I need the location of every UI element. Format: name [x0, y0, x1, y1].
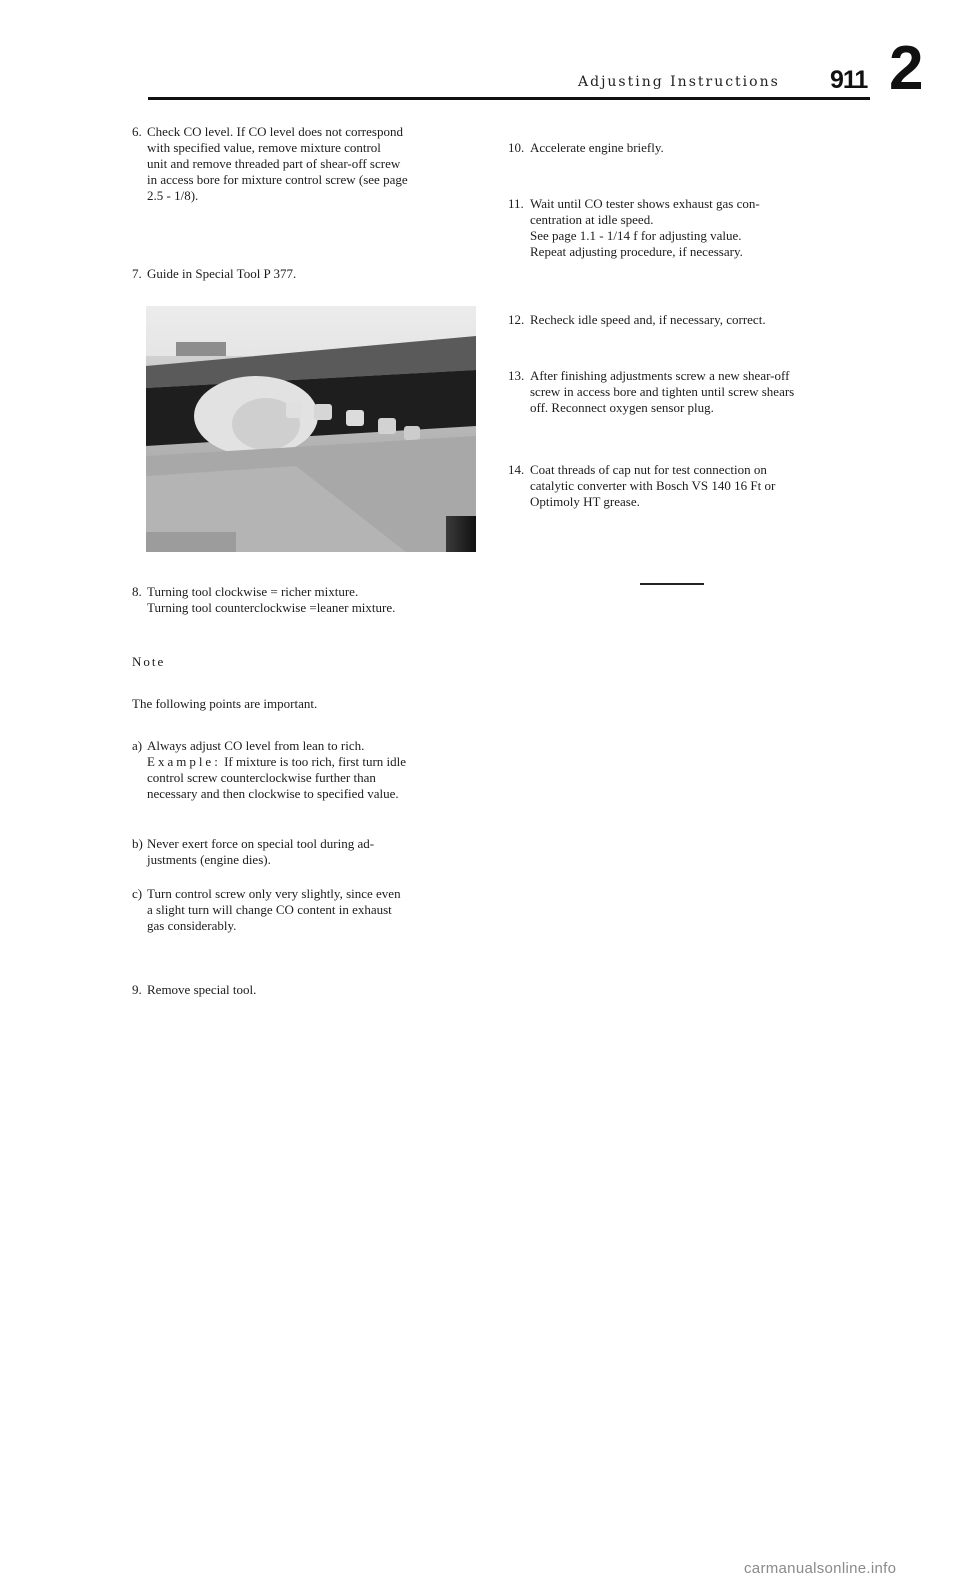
step-text-line: off. Reconnect oxygen sensor plug. [530, 400, 714, 415]
step-text-line: Optimoly HT grease. [530, 494, 640, 509]
step-10 [508, 140, 868, 156]
step-12 [508, 312, 878, 328]
step-text-line: Check CO level. If CO level does not correspond [147, 124, 403, 139]
header-rule [148, 97, 870, 100]
note-item-label: c) [132, 886, 143, 901]
note-item-c [132, 886, 492, 934]
step-text-line: unit and remove threaded part of shear-off screw [147, 156, 401, 171]
step-text-line: Wait until CO tester shows exhaust gas con- [530, 196, 760, 211]
note-text-line: gas considerably. [147, 918, 237, 933]
step-9 [132, 982, 492, 998]
note-heading: Note [132, 654, 166, 669]
page-header-title: Adjusting Instructions [578, 74, 780, 90]
step-number: 11. [508, 196, 524, 211]
note-item-a [132, 738, 492, 802]
step-text-line: Remove special tool. [147, 982, 257, 997]
step-number: 6. [132, 124, 142, 139]
engine-adjustment-photo [146, 306, 476, 552]
note-text-line: If mixture is too rich, first turn idle [224, 754, 407, 769]
step-8 [132, 584, 492, 616]
note-text-line: Always adjust CO level from lean to rich. [147, 738, 365, 753]
note-text-line: a slight turn will change CO content in exhaust [147, 902, 392, 917]
step-number: 13. [508, 368, 525, 383]
step-text-line: Turning tool counterclockwise =leaner mixture. [147, 600, 396, 615]
step-number: 8. [132, 584, 142, 599]
step-text-line: centration at idle speed. [530, 212, 654, 227]
note-text-line: control screw counterclockwise further than [147, 770, 376, 785]
step-text-line: catalytic converter with Bosch VS 140 16 Ft or [530, 478, 776, 493]
step-number: 14. [508, 462, 525, 477]
note-text-line: Never exert force on special tool during ad- [147, 836, 375, 851]
note-item-b [132, 836, 492, 868]
step-text-line: 2.5 - 1/8). [147, 188, 199, 203]
step-text-line: with specified value, remove mixture control [147, 140, 381, 155]
step-number: 10. [508, 140, 525, 155]
step-text-line: in access bore for mixture control screw (see page [147, 172, 408, 187]
note-text-line: Turn control screw only very slightly, since even [147, 886, 401, 901]
step-text-line: See page 1.1 - 1/14 f for adjusting value. [530, 228, 742, 243]
step-text-line: Accelerate engine briefly. [530, 140, 664, 155]
step-number: 12. [508, 312, 525, 327]
note-text-line: necessary and then clockwise to specified value. [147, 786, 399, 801]
note-text-line: justments (engine dies). [147, 852, 271, 867]
step-14 [508, 462, 878, 510]
step-11 [508, 196, 878, 260]
section-number: 2 [889, 34, 924, 103]
photo-illustration [146, 306, 476, 552]
example-label: Example: [147, 754, 221, 769]
note-intro: The following points are important. [132, 696, 318, 711]
step-text-line: After finishing adjustments screw a new shear-off [530, 368, 790, 383]
step-text-line: Coat threads of cap nut for test connection on [530, 462, 767, 477]
site-watermark[interactable]: carmanualsonline.info [744, 1560, 897, 1577]
step-text-line: Recheck idle speed and, if necessary, correct. [530, 312, 766, 327]
model-number: 911 [830, 66, 868, 94]
step-number: 7. [132, 266, 142, 281]
note-item-label: b) [132, 836, 143, 851]
step-number: 9. [132, 982, 142, 997]
step-13 [508, 368, 878, 416]
note-item-label: a) [132, 738, 143, 753]
step-text-line: Repeat adjusting procedure, if necessary. [530, 244, 743, 259]
note-example-line [147, 754, 492, 770]
step-text-line: screw in access bore and tighten until screw shears [530, 384, 795, 399]
section-end-divider [640, 583, 704, 585]
step-text-line: Guide in Special Tool P 377. [147, 266, 297, 281]
step-6 [132, 124, 492, 204]
step-text-line: Turning tool clockwise = richer mixture. [147, 584, 359, 599]
step-7 [132, 266, 492, 282]
